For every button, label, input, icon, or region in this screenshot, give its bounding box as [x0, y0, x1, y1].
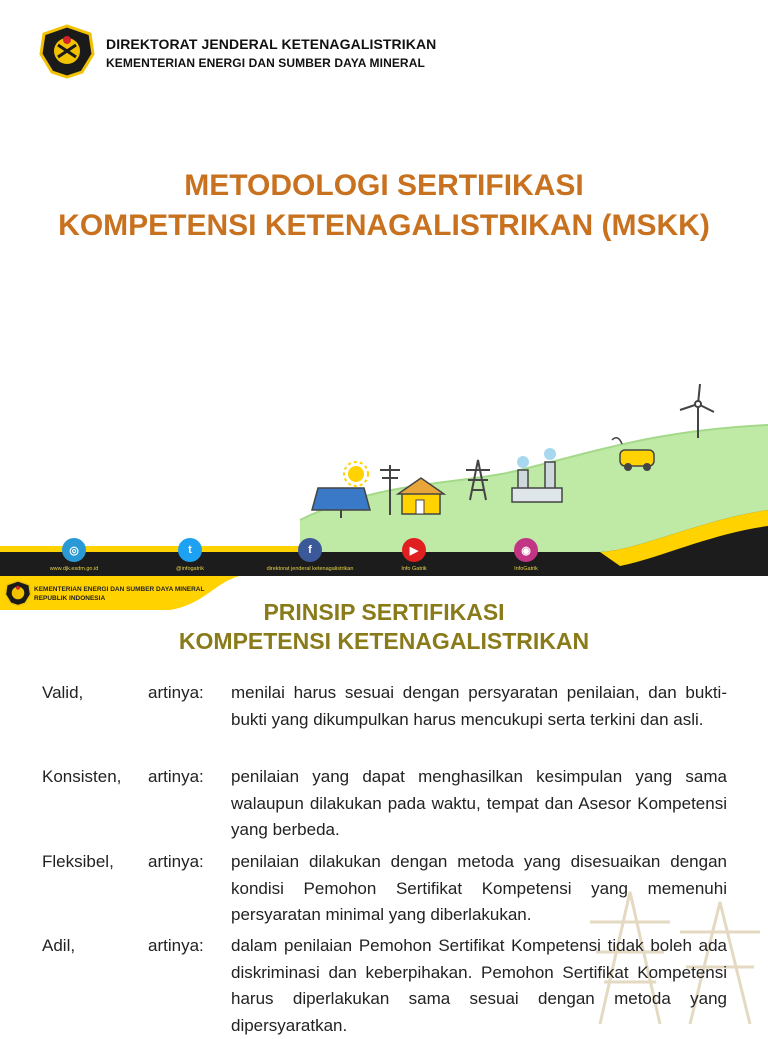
footer-link-label: InfoGatrik — [514, 566, 538, 572]
footer-link-label: www.djk.esdm.go.id — [49, 566, 99, 572]
footer-link-twitter[interactable] — [130, 538, 250, 572]
footer-link-label: direktorat jenderal ketenagalistrikan — [266, 566, 354, 572]
slide-heading — [0, 598, 768, 656]
principle-artinya: artinya: — [148, 767, 204, 786]
ministry-line1: KEMENTERIAN ENERGI DAN SUMBER DAYA MINERAL — [34, 586, 205, 593]
footer-link-facebook[interactable] — [250, 538, 370, 572]
sun-icon — [344, 462, 368, 486]
footer-link-youtube[interactable] — [354, 538, 474, 572]
org-line1: DIREKTORAT JENDERAL KETENAGALISTRIKAN — [106, 36, 437, 52]
principle-term: Konsisten, — [42, 767, 122, 786]
slide-heading-line1: PRINSIP SERTIFIKASI — [263, 599, 505, 625]
principle-artinya: artinya: — [148, 936, 204, 955]
cover-title — [0, 166, 768, 246]
principle-description: penilaian dilakukan dengan metoda yang disesuaikan dengan kondisi Pemohon Sertifikat Kompetensi yang memenuhi persyaratan minimal yang diberlakukan. — [231, 852, 727, 924]
principle-term: Valid, — [42, 683, 84, 702]
org-line2: KEMENTERIAN ENERGI DAN SUMBER DAYA MINERAL — [106, 56, 425, 70]
slide-heading-line2: KOMPETENSI KETENAGALISTRIKAN — [178, 628, 590, 654]
principle-description: penilaian yang dapat menghasilkan kesimpulan yang sama walaupun dilakukan pada waktu, tempat dan Asesor Kompetensi yang berbeda. — [231, 767, 727, 839]
twitter-icon: t — [178, 538, 202, 562]
facebook-icon: f — [298, 538, 322, 562]
org-name — [106, 36, 436, 70]
globe-icon: ◎ — [62, 538, 86, 562]
footer-link-label: @infogatrik — [176, 566, 204, 572]
ministry-line2: REPUBLIK INDONESIA — [34, 595, 106, 602]
principle-description: menilai harus sesuai dengan persyaratan penilaian, dan bukti-bukti yang dikumpulkan harus mencukupi serta terkini dan asli. — [231, 683, 727, 729]
cover-title-line1: METODOLOGI SERTIFIKASI — [184, 169, 584, 202]
footer-link-website[interactable] — [14, 538, 134, 572]
principles-slide — [0, 576, 768, 1035]
instagram-icon: ◉ — [514, 538, 538, 562]
footer-link-label: Info Gatrik — [401, 566, 427, 572]
principle-artinya: artinya: — [148, 683, 204, 702]
esdm-logo — [38, 24, 96, 78]
principle-term: Fleksibel, — [42, 852, 114, 871]
cover-title-line2: KOMPETENSI KETENAGALISTRIKAN (MSKK) — [58, 209, 710, 242]
principle-artinya: artinya: — [148, 852, 204, 871]
principle-description: dalam penilaian Pemohon Sertifikat Kompetensi tidak boleh ada diskriminasi dan keberpihakan. Pemohon Sertifikat Kompetensi harus diperlakukan sama sesuai dengan metoda yang dipersyaratkan. — [231, 936, 727, 1035]
footer-link-instagram[interactable] — [466, 538, 586, 572]
youtube-icon: ▶ — [402, 538, 426, 562]
principle-term: Adil, — [42, 936, 76, 955]
